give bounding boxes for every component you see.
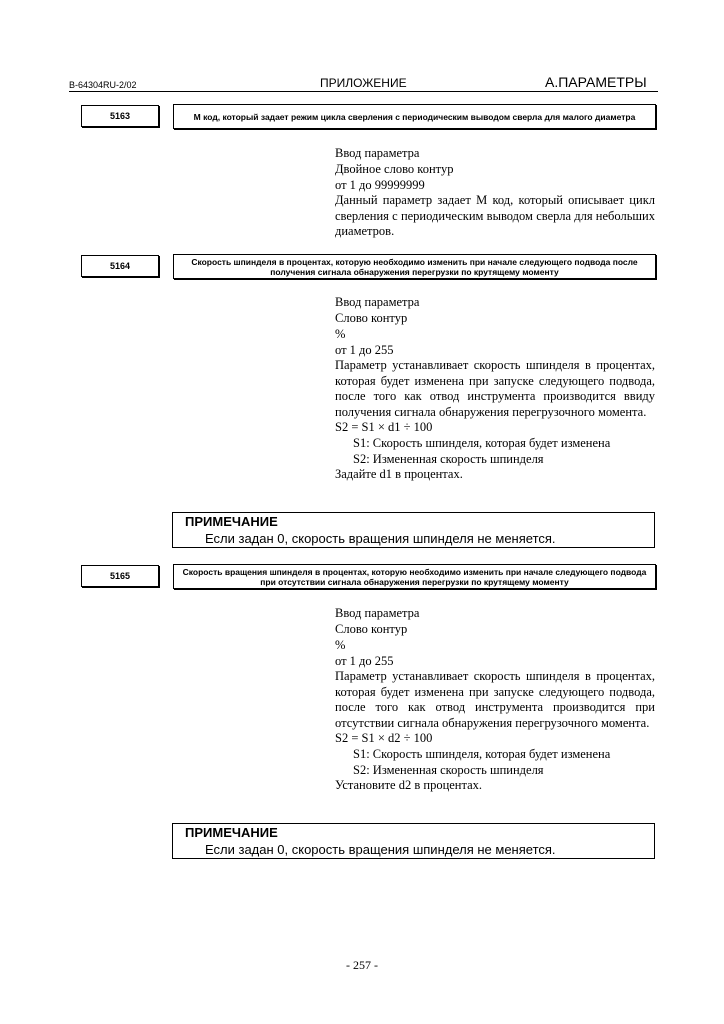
spec-value: Слово контур (335, 311, 408, 325)
formula: S2 = S1 × d1 ÷ 100 (335, 420, 433, 435)
note-text: Если задан 0, скорость вращения шпинделя не меняется. (205, 842, 556, 857)
param-number-5163: 5163 (81, 105, 159, 127)
description-text: Данный параметр задает M код, который описывает цикл сверления с периодическим выводом сверла для небольших диаметров. (335, 193, 655, 239)
spec-value: Двойное слово контур (335, 162, 454, 176)
page-number: - 257 - (346, 958, 378, 972)
spec-value: от 1 до 255 (335, 343, 394, 357)
formula-legend-s1: S1: Скорость шпинделя, которая будет изменена (353, 746, 611, 761)
param-description (335, 358, 655, 483)
header-divider (69, 91, 658, 92)
note-text: Если задан 0, скорость вращения шпинделя не меняется. (205, 531, 556, 546)
chapter-title: A.ПАРАМЕТРЫ (545, 74, 647, 90)
param-title-5165: Скорость вращения шпинделя в процентах, которую необходимо изменить при начале следующего подвода при отсутствии сигнала обнаружения перегрузки по крутящему моменту (173, 564, 656, 589)
spec-value: от 1 до 99999999 (335, 178, 425, 192)
section-title: ПРИЛОЖЕНИЕ (320, 76, 407, 90)
param-title-5163: M код, который задает режим цикла сверления с периодическим выводом сверла для малого диаметра (173, 104, 656, 129)
description-text: Параметр устанавливает скорость шпинделя в процентах, которая будет изменена при запуске следующего подвода, после того как отвод инструмента производится ввиду получения сигнала обнаружения перегрузочного момента. (335, 358, 655, 419)
spec-value: % (335, 638, 346, 652)
note-box (172, 512, 655, 548)
document-code: B-64304RU-2/02 (69, 80, 137, 90)
param-number-5164: 5164 (81, 255, 159, 277)
note-title: ПРИМЕЧАНИЕ (185, 514, 278, 529)
note-title: ПРИМЕЧАНИЕ (185, 825, 278, 840)
spec-value: Ввод параметра (335, 295, 420, 309)
description-text: Параметр устанавливает скорость шпинделя в процентах, которая будет изменена при запуске следующего подвода, после того как отвод инструмента производится при отсутствии сигнала обнаружения перегрузочного момента. (335, 669, 655, 730)
param-number-5165: 5165 (81, 565, 159, 587)
description-tail: Задайте d1 в процентах. (335, 467, 463, 482)
note-box (172, 823, 655, 859)
param-title-5164: Скорость шпинделя в процентах, которую необходимо изменить при начале следующего подвода после получения сигнала обнаружения перегрузки по крутящему моменту (173, 254, 656, 279)
description-tail: Установите d2 в процентах. (335, 778, 483, 793)
param-description (335, 669, 655, 794)
spec-value: Слово контур (335, 622, 408, 636)
spec-value: от 1 до 255 (335, 654, 394, 668)
formula-legend-s2: S2: Измененная скорость шпинделя (353, 762, 544, 777)
param-description (335, 193, 655, 240)
formula-legend-s2: S2: Измененная скорость шпинделя (353, 451, 544, 466)
spec-value: % (335, 327, 346, 341)
formula: S2 = S1 × d2 ÷ 100 (335, 731, 433, 746)
spec-value: Ввод параметра (335, 606, 420, 620)
formula-legend-s1: S1: Скорость шпинделя, которая будет изменена (353, 435, 611, 450)
spec-value: Ввод параметра (335, 146, 420, 160)
